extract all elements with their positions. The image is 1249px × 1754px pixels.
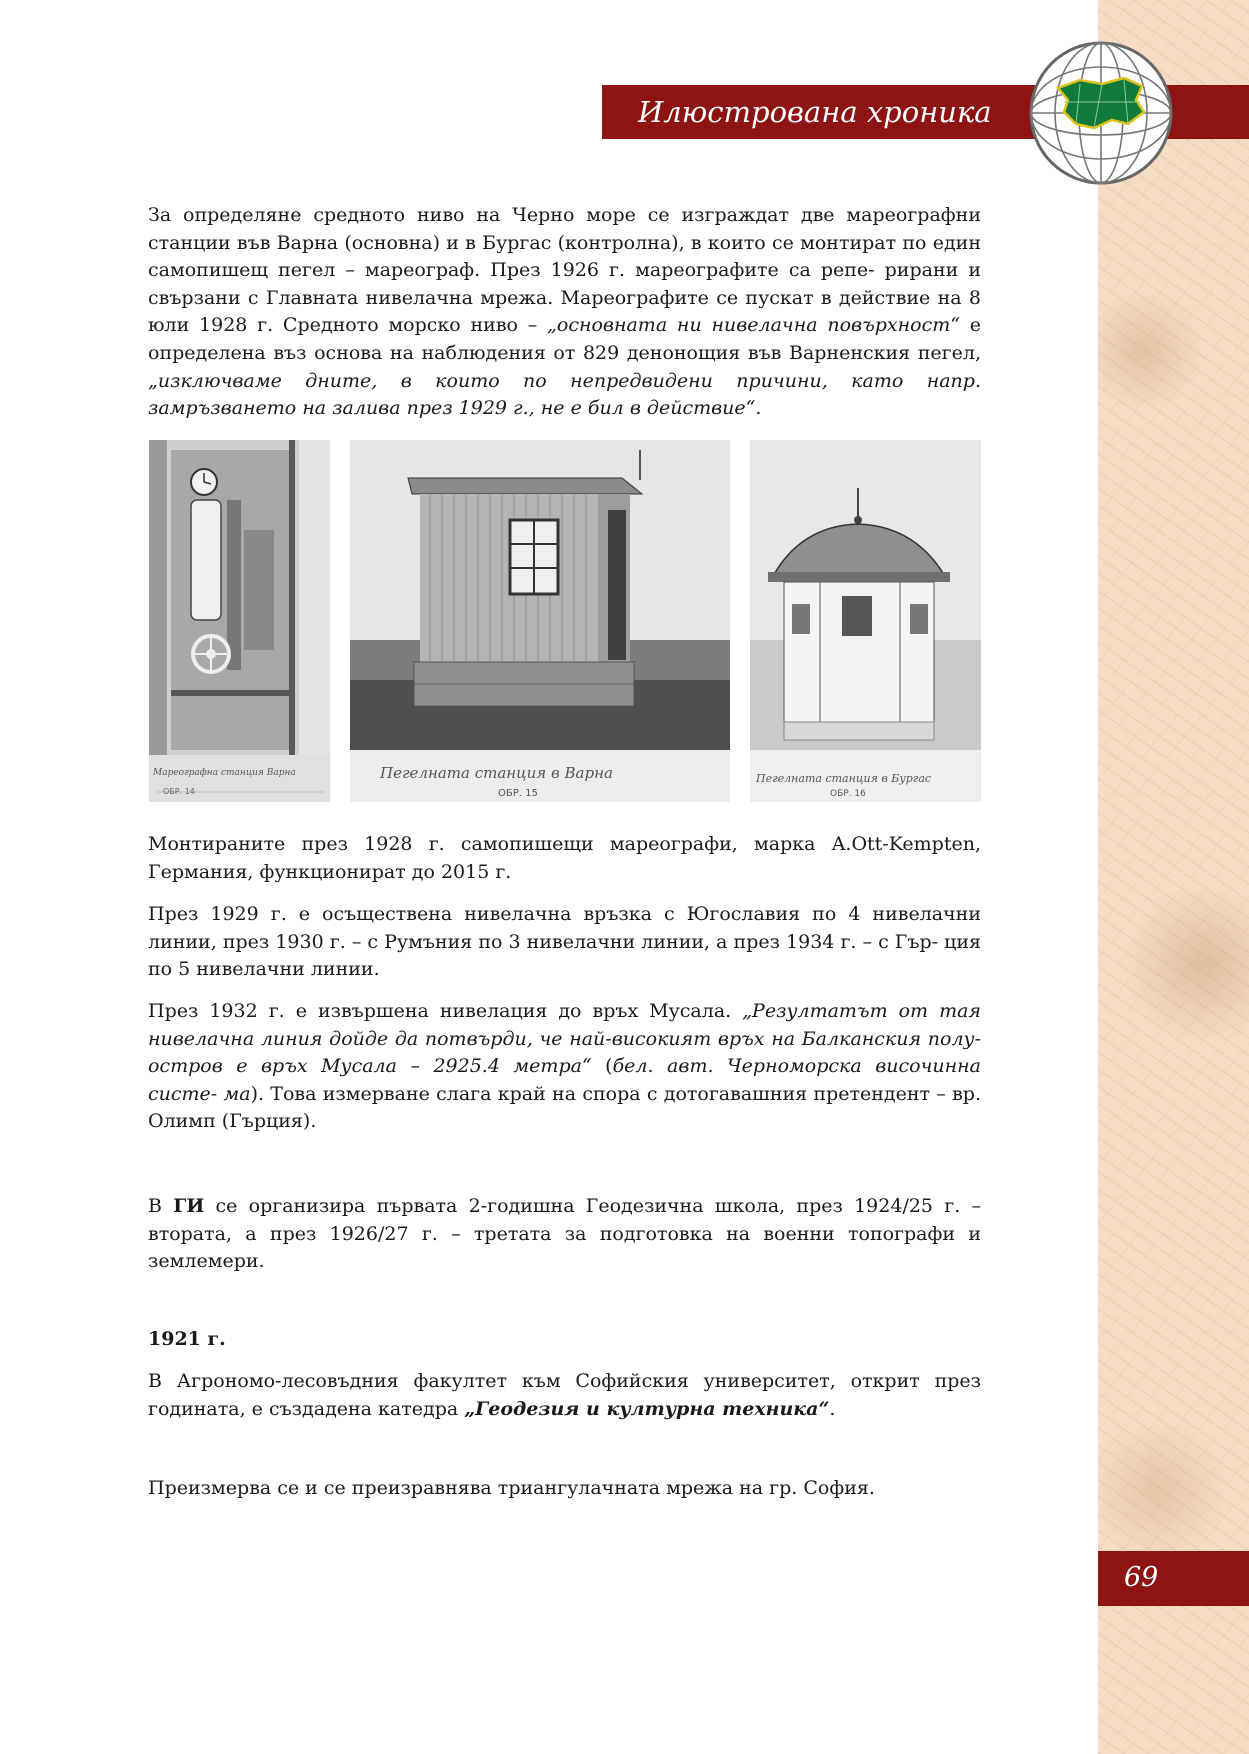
paragraph-leveling-connections: През 1929 г. е осъществена нивелачна връзка с Югославия по 4 нивелачни линии, през 1930 г. – с Румъния по 3 нивелачни линии, а през 1934 г. – с Гър- ция по 5 нивелачни линии. [148,903,981,981]
paragraph-triangulation: Преизмерва се и се преизравнява триангулачната мрежа на гр. София. [148,1477,875,1499]
page-number: 69 [1124,1562,1159,1593]
photo2-number: ОБР. 15 [498,788,538,799]
photo1-number: ОБР. 14 [163,787,195,796]
globe-logo-icon [1028,40,1174,186]
section-title: Илюстрована хроника [638,95,992,129]
paragraph-geodetic-school: В ГИ се организира първата 2-годишна Геодезична школа, през 1924/25 г. – втората, а през 1926/27 г. – третата за подготовка на военни топографи и землемери. [148,1195,981,1273]
photo1-caption: Мареографна станция Варна [153,768,296,778]
photo-mareograph-device [149,440,330,802]
paragraph-mareograph-stations: За определяне средното ниво на Черно море се изграждат две мареографни станции във Варна (основна) и в Бургас (контролна), в които се монтират по един самопишещ пегел – мареограф. През 1926 г. мареографите са репе- рирани и свързани с Главната нивелачна мрежа. Мареографите се пускат в действие на 8 юли 1928 г. Средното морско ниво – „основната ни нивелачна повърхност“ е определена въз основа на наблюдения от 829 денонощия във Варненския пегел, „изключваме дните, в които по непредвидени причини, като напр. замръзването на залива през 1929 г., не е бил в действие“. [148,204,981,420]
page-number-badge [1098,1551,1249,1606]
photo-varna-station [350,440,730,802]
photo3-number: ОБР. 16 [830,789,866,799]
photo3-caption: Пегелната станция в Бургас [756,772,932,785]
paragraph-musala-leveling: През 1932 г. е извършена нивелация до връх Мусала. „Резултатът от тая нивелачна линия дойде да потвърди, че най-високият връх на Балканския полу- остров е връх Мусала – 2925.4 метра“ (бел. авт. Черноморска височинна систе- ма). Това измерване слага край на спора с дотогавашния претендент – вр. Олимп (Гърция). [148,1000,981,1133]
decorative-map-strip [1098,0,1249,1754]
paragraph-agronomy-faculty: В Агрономо-лесовъдния факултет към Софийския университет, открит през годината, е създадена катедра „Геодезия и културна техника“. [148,1370,981,1420]
photo-burgas-station [750,440,981,802]
paragraph-mareograph-usage: Монтираните през 1928 г. самопишещи мареографи, марка A.Ott-Kempten, Германия, функционират до 2015 г. [148,833,981,883]
photo2-caption: Пегелната станция в Варна [380,764,613,782]
year-heading: 1921 г. [148,1328,226,1350]
